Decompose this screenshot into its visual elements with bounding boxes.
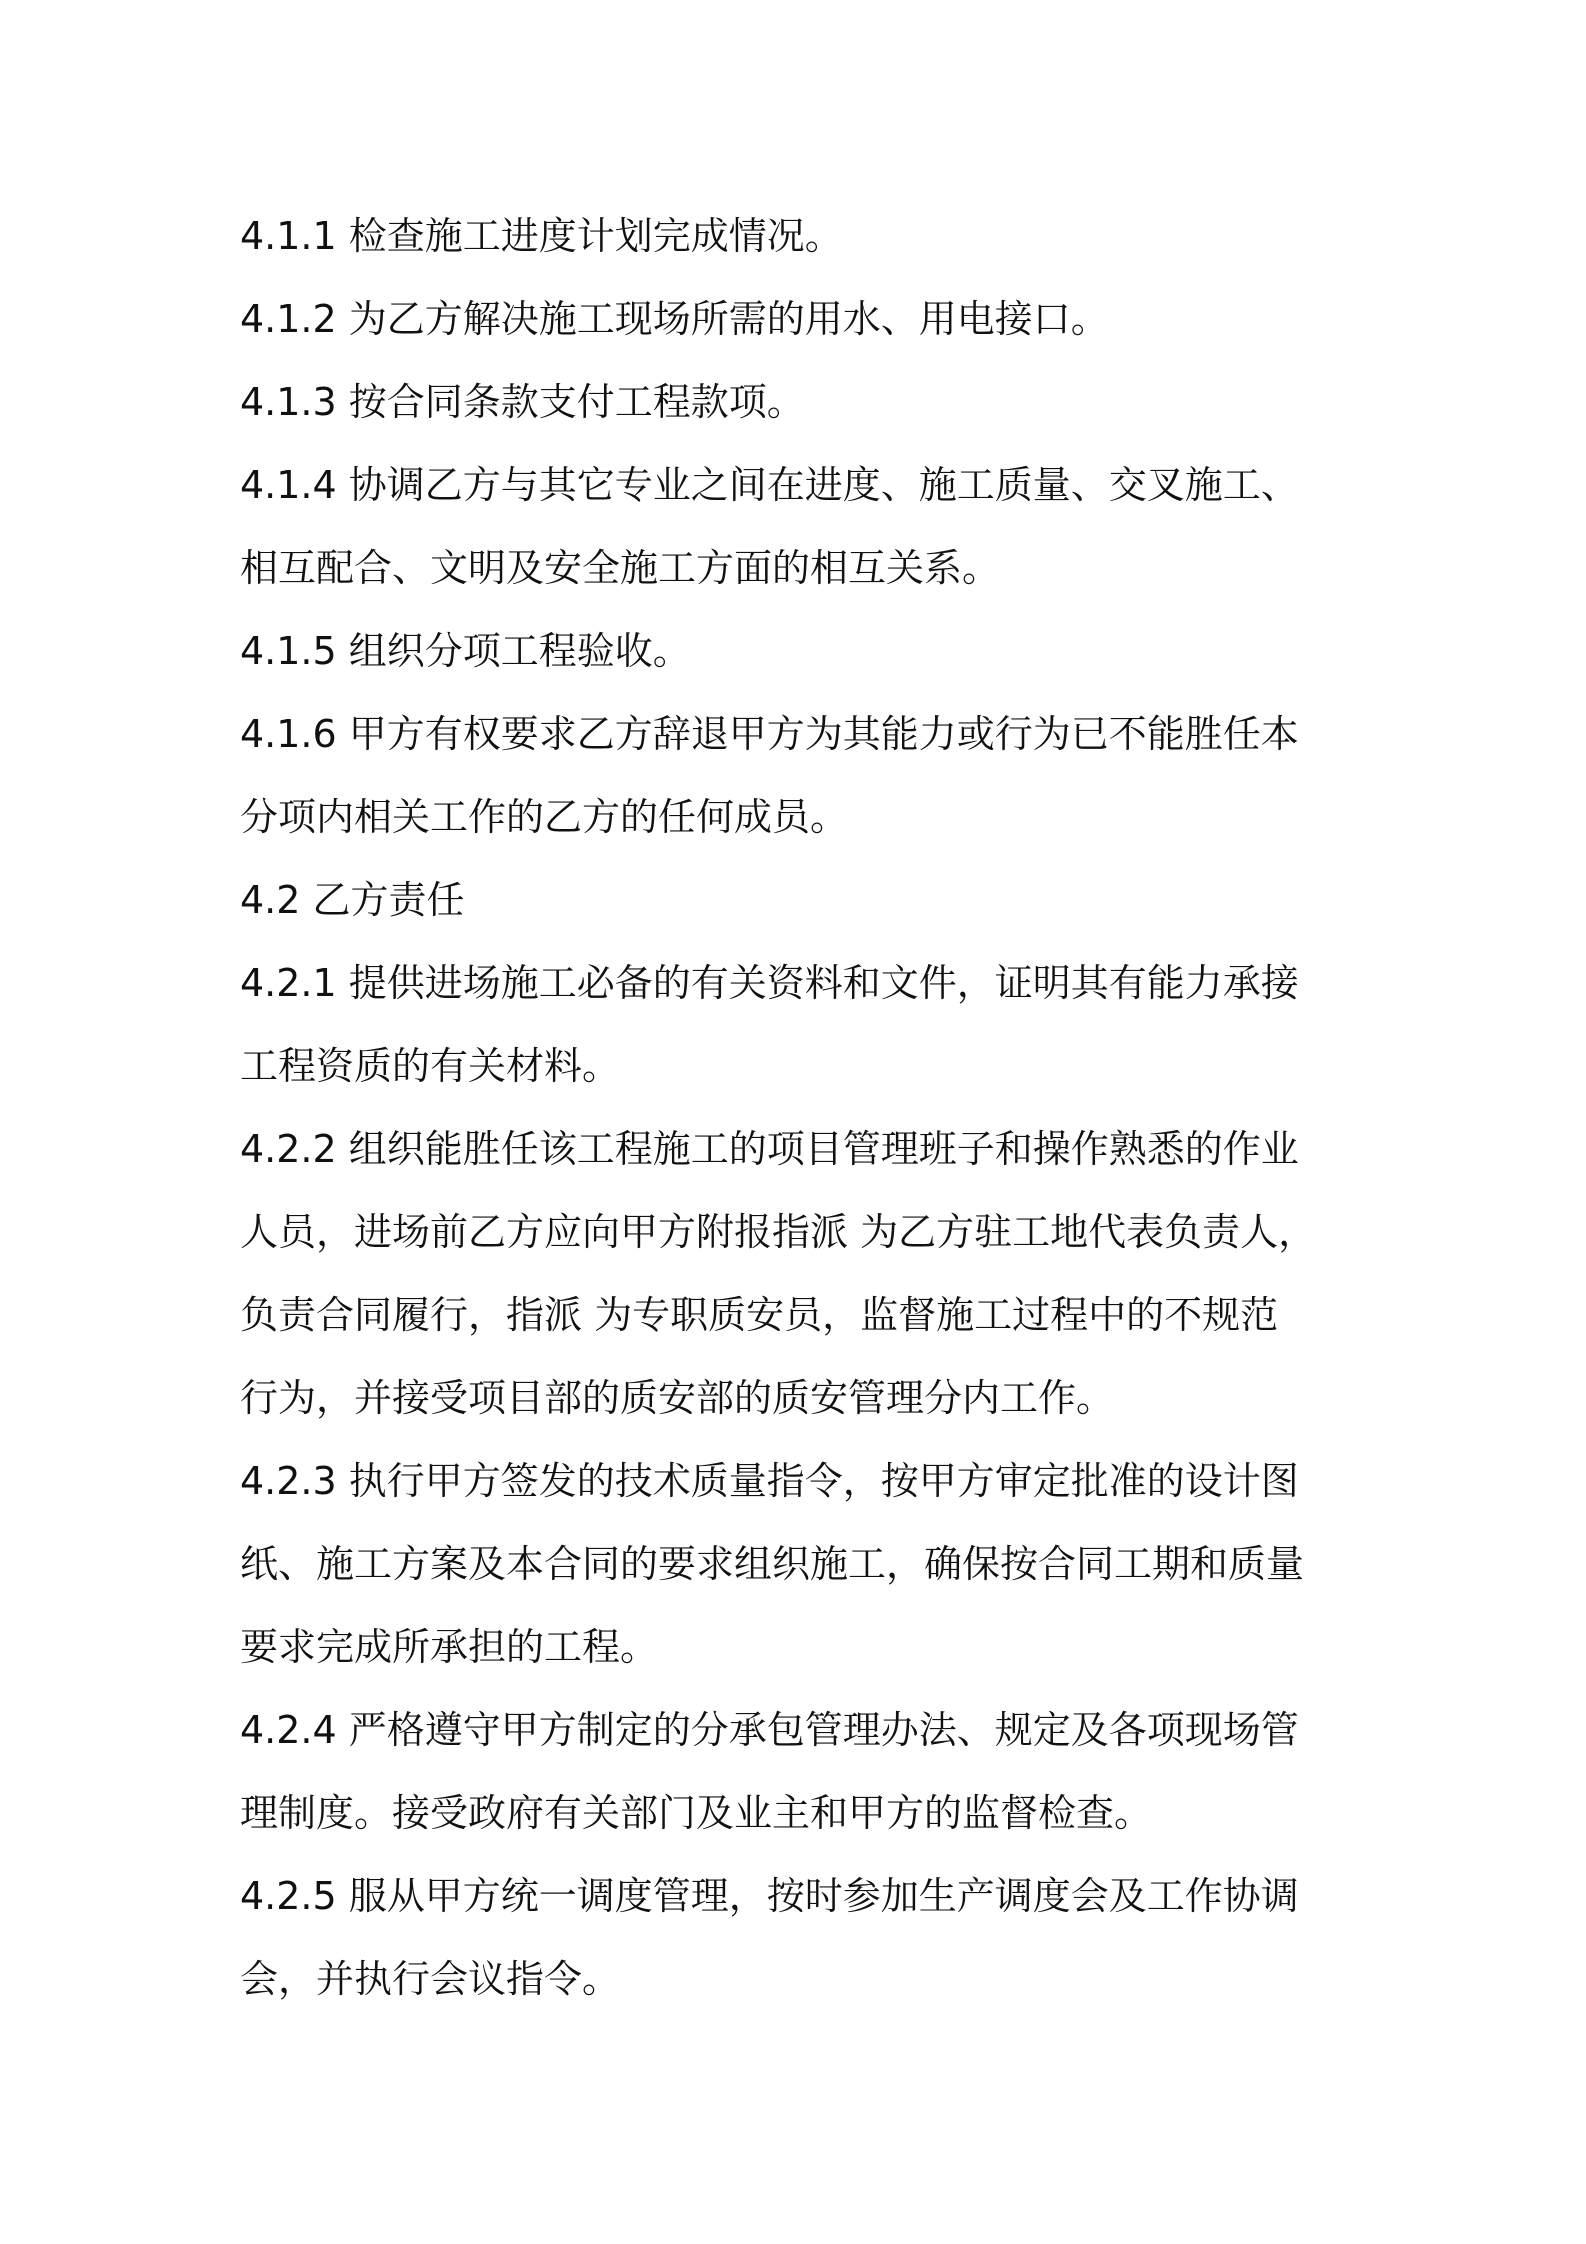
- text-line: 工程资质的有关材料。: [240, 1044, 621, 1088]
- section-heading: 4.2 乙方责任: [240, 878, 465, 922]
- text-line: 理制度。接受政府有关部门及业主和甲方的监督检查。: [240, 1791, 1153, 1835]
- text-line: 4.1.5 组织分项工程验收。: [240, 629, 691, 673]
- text-line: 4.1.6 甲方有权要求乙方辞退甲方为其能力或行为已不能胜任本: [240, 712, 1299, 756]
- text-line: 4.2.5 服从甲方统一调度管理，按时参加生产调度会及工作协调: [240, 1874, 1299, 1918]
- text-line: 4.1.2 为乙方解决施工现场所需的用水、用电接口。: [240, 297, 1109, 341]
- text-line: 4.2.2 组织能胜任该工程施工的项目管理班子和操作熟悉的作业: [240, 1127, 1299, 1171]
- text-line: 4.2.1 提供进场施工必备的有关资料和文件，证明其有能力承接: [240, 961, 1299, 1005]
- text-line: 4.2.4 严格遵守甲方制定的分承包管理办法、规定及各项现场管: [240, 1708, 1299, 1752]
- text-line: 要求完成所承担的工程。: [240, 1625, 659, 1669]
- text-line: 4.1.3 按合同条款支付工程款项。: [240, 380, 805, 424]
- text-line: 纸、施工方案及本合同的要求组织施工，确保按合同工期和质量: [240, 1542, 1305, 1586]
- text-line: 负责合同履行，指派 为专职质安员，监督施工过程中的不规范: [240, 1293, 1279, 1337]
- text-line: 4.1.4 协调乙方与其它专业之间在进度、施工质量、交叉施工、: [240, 463, 1299, 507]
- text-line: 分项内相关工作的乙方的任何成员。: [240, 795, 849, 839]
- text-line: 行为，并接受项目部的质安部的质安管理分内工作。: [240, 1376, 1115, 1420]
- text-line: 人员，进场前乙方应向甲方附报指派 为乙方驻工地代表负责人，: [240, 1210, 1317, 1254]
- document-body: [240, 195, 1358, 2021]
- text-line: 会，并执行会议指令。: [240, 1957, 621, 2001]
- text-line: 4.2.3 执行甲方签发的技术质量指令，按甲方审定批准的设计图: [240, 1459, 1299, 1503]
- text-line: 4.1.1 检查施工进度计划完成情况。: [240, 214, 843, 258]
- text-line: 相互配合、文明及安全施工方面的相互关系。: [240, 546, 1001, 590]
